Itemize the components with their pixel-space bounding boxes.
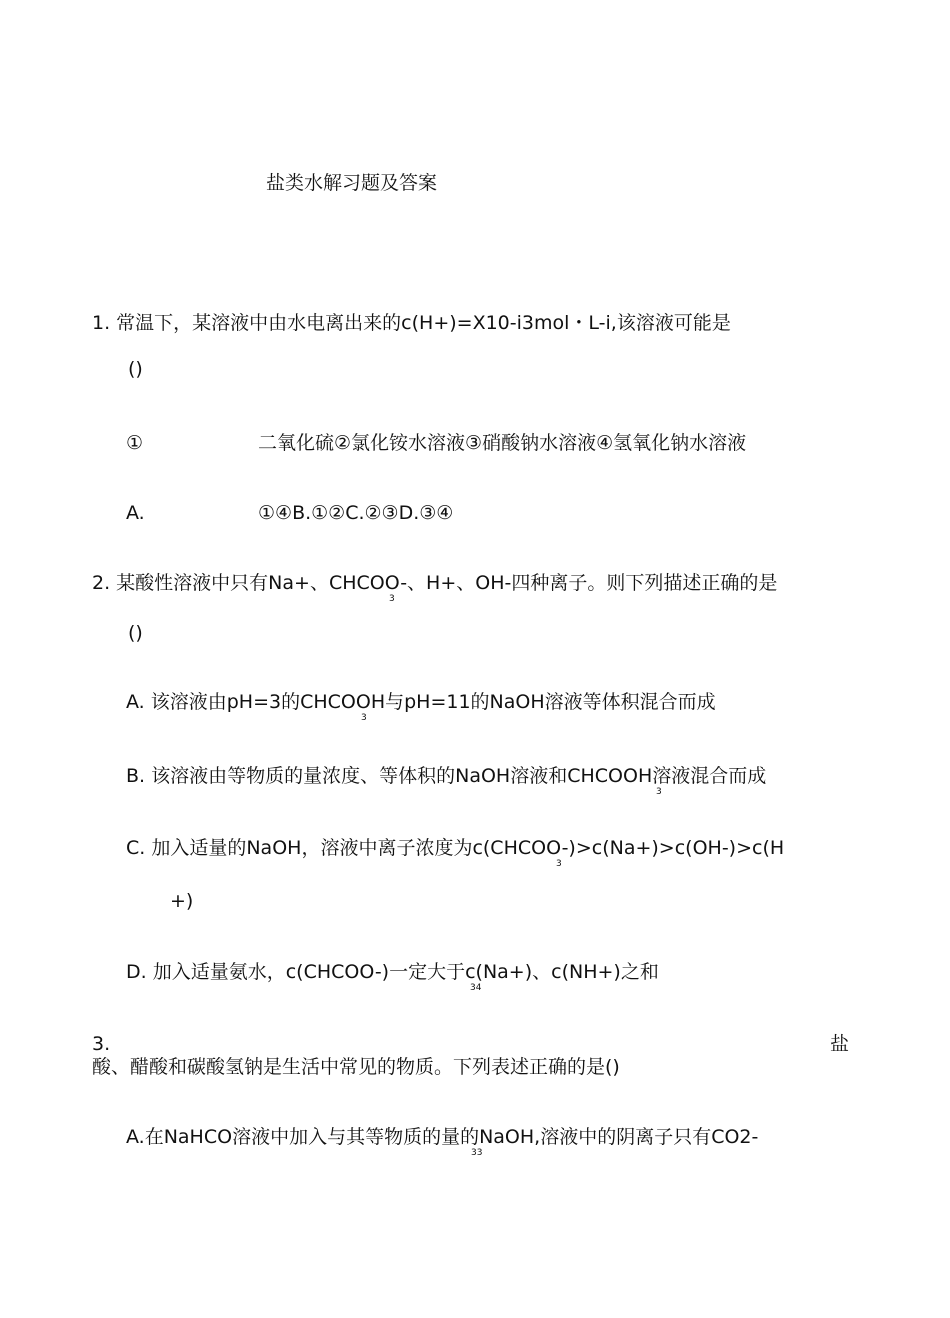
q2-option-b-subscript: 3	[656, 787, 662, 797]
q2-option-d: D. 加入适量氨水，c(CHCOO-)一定大于c(Na+)、c(NH+)之和	[126, 961, 659, 983]
q2-stem-subscript: 3	[389, 594, 395, 604]
q1-stem: 1. 常温下，某溶液中由水电离出来的c(H+)=X10-i3mol・L-i,该溶液可能是	[92, 312, 731, 334]
q3-option-a-subscript: 33	[471, 1148, 483, 1158]
q3-stem: 酸、醋酸和碳酸氢钠是生活中常见的物质。下列表述正确的是()	[92, 1056, 620, 1078]
page-title: 盐类水解习题及答案	[266, 172, 438, 194]
q2-option-a-subscript: 3	[361, 713, 367, 723]
q1-paren: ()	[128, 358, 143, 380]
q2-option-c: C. 加入适量的NaOH，溶液中离子浓度为c(CHCOO-)>c(Na+)>c(OH-)>c(H	[126, 837, 785, 859]
q2-option-b: B. 该溶液由等物质的量浓度、等体积的NaOH溶液和CHCOOH溶液混合而成	[126, 765, 767, 787]
q2-option-a: A. 该溶液由pH=3的CHCOOH与pH=11的NaOH溶液等体积混合而成	[126, 691, 716, 713]
q2-option-c-continuation: +)	[170, 890, 194, 912]
q3-number: 3.	[92, 1033, 111, 1055]
q2-option-d-subscript: 34	[470, 983, 482, 993]
q3-option-a: A.在NaHCO溶液中加入与其等物质的量的NaOH,溶液中的阴离子只有CO2-	[126, 1126, 759, 1148]
q1-option-label: A.	[126, 502, 145, 524]
q2-paren: ()	[128, 622, 143, 644]
q3-stem-start: 盐	[830, 1033, 850, 1055]
q1-items-text: 二氧化硫②氯化铵水溶液③硝酸钠水溶液④氢氧化钠水溶液	[258, 432, 747, 454]
q1-items-label: ①	[126, 432, 144, 454]
q1-option-text: ①④B.①②C.②③D.③④	[258, 502, 454, 524]
q2-option-c-subscript: 3	[556, 859, 562, 869]
q2-stem: 2. 某酸性溶液中只有Na+、CHCOO-、H+、OH-四种离子。则下列描述正确的是	[92, 572, 778, 594]
